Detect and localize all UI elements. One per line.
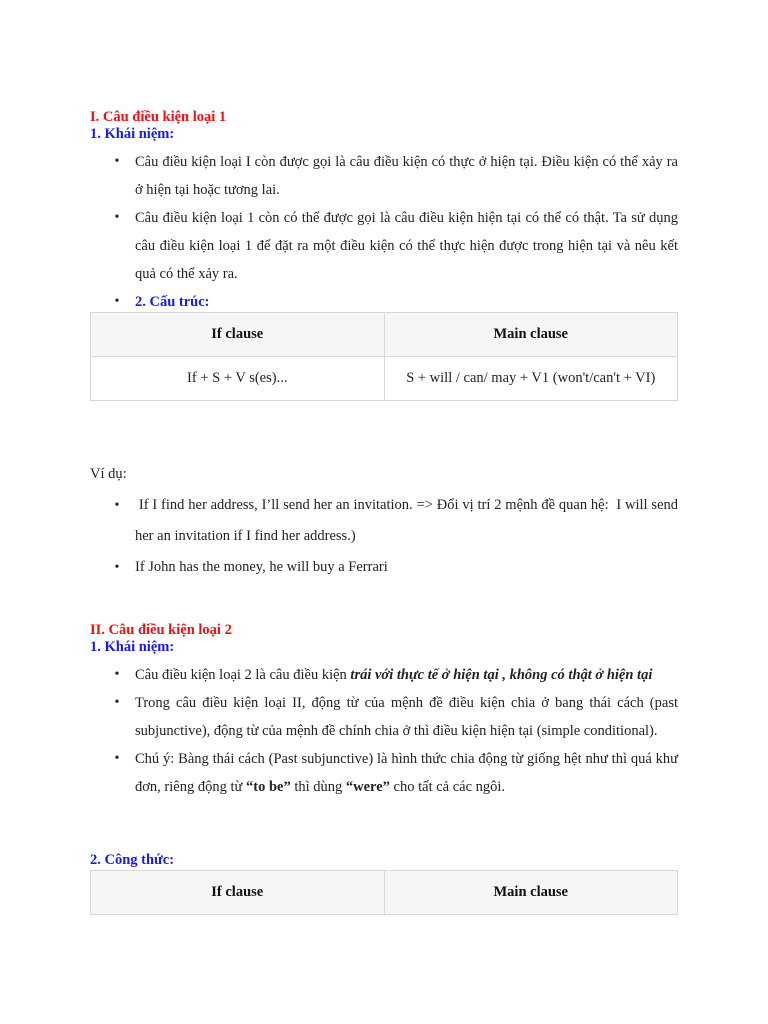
bullet-icon: •	[114, 154, 120, 169]
list-item-text: cho tất cả các ngôi.	[389, 779, 506, 795]
table-cell: If + S + V s(es)...	[91, 357, 385, 401]
list-item-text: Trong câu điều kiện loại II, động từ của mệnh đề điều kiện chia ở bang thái cách (past subjunctive), động từ của mệnh đề chính chia ở thì điều kiện hiện tại (simple conditional).	[135, 695, 678, 739]
table-header-cell: Main clause	[384, 313, 678, 357]
section1-title: I. Câu điều kiện loại 1	[90, 109, 227, 125]
list-item-text: Chú ý: Bàng thái cách (Past subjunctive) là hình thức chia động từ giống hệt như thì quá khư đơn, riêng động từ	[135, 751, 678, 795]
list-item	[90, 689, 678, 745]
table-header-row	[91, 871, 678, 915]
list-item-bold: “were”	[345, 779, 390, 795]
list-item	[90, 745, 678, 801]
list-item-bold: “to be”	[245, 779, 291, 795]
section2-concept-heading: 1. Khái niệm:	[90, 639, 175, 655]
list-item-text: If John has the money, he will buy a Ferrari	[135, 559, 388, 575]
bullet-icon: •	[114, 695, 120, 710]
section1-concept-list	[90, 148, 678, 316]
section2-formula-heading: 2. Công thức:	[90, 852, 175, 868]
list-item	[90, 204, 678, 288]
list-item-text: Câu điều kiện loại 1 còn có thể được gọi là câu điều kiện hiện tại có thể có thật. Ta sử dụng câu điều kiện loại 1 để đặt ra một điều kiện có thể thực hiện được trong hiện tại và nêu kết quả có thể xảy ra.	[135, 210, 678, 282]
list-item	[90, 490, 682, 552]
list-item-emphasis: trái với thực tế ở hiện tại , không có thật ở hiện tại	[350, 667, 653, 683]
list-item-text: Câu điều kiện loại I còn được gọi là câu điều kiện có thực ở hiện tại. Điều kiện có thể xảy ra ở hiện tại hoặc tương lai.	[135, 154, 678, 198]
list-item	[90, 661, 678, 689]
bullet-icon: •	[114, 751, 120, 766]
section2-formula-table	[90, 870, 678, 915]
list-item-text: thì dùng	[290, 779, 346, 795]
bullet-icon: •	[114, 210, 120, 225]
table-header-cell: Main clause	[384, 871, 678, 915]
bullet-icon: •	[114, 667, 120, 682]
table-row	[91, 357, 678, 401]
list-item-text: If I find her address, I’ll send her an invitation. => Đổi vị trí 2 mệnh đề quan hệ: I will send her an invitation if I find her address.)	[135, 497, 682, 544]
table-header-cell: If clause	[91, 871, 385, 915]
bullet-icon: •	[114, 498, 120, 513]
section1-structure-table	[90, 312, 678, 401]
section1-structure-heading: 2. Cấu trúc:	[135, 294, 210, 310]
list-item	[90, 148, 678, 204]
list-item	[90, 552, 678, 583]
table-cell: S + will / can/ may + V1 (won't/can't + VI)	[384, 357, 678, 401]
table-header-row	[91, 313, 678, 357]
bullet-icon: •	[114, 294, 120, 309]
section1-concept-heading: 1. Khái niệm:	[90, 126, 175, 142]
example-list	[90, 490, 682, 583]
example-label: Ví dụ:	[90, 466, 127, 482]
table-header-cell: If clause	[91, 313, 385, 357]
list-item-text: Câu điều kiện loại 2 là câu điều kiện	[135, 667, 351, 683]
section2-title: II. Câu điều kiện loại 2	[90, 622, 232, 638]
section2-concept-list	[90, 661, 678, 801]
bullet-icon: •	[114, 560, 120, 575]
